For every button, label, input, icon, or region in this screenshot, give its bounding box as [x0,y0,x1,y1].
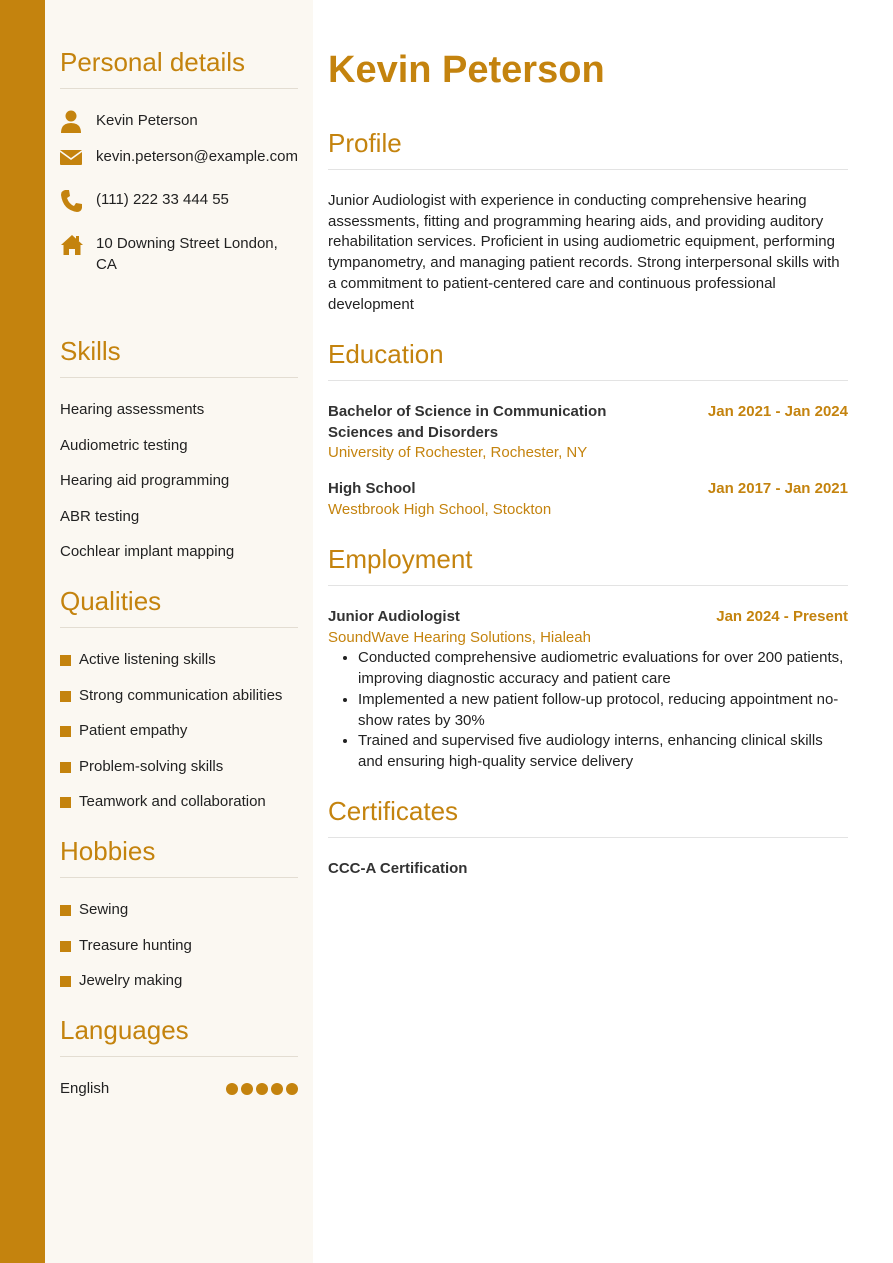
language-row [60,1079,298,1099]
person-icon [60,110,82,134]
skill-item: Audiometric testing [60,436,188,454]
quality-item [60,721,298,757]
envelope-icon [60,146,82,170]
skills-heading: Skills [60,336,298,378]
quality-label: Active listening skills [79,651,216,668]
skill-item: Hearing aid programming [60,472,230,490]
phone-icon [60,189,82,213]
languages-section [60,1015,298,1099]
certificates-section [328,796,848,880]
hobby-label: Sewing [79,901,129,918]
education-degree: High School [328,480,416,498]
sidebar [45,0,313,1263]
skills-section [60,336,298,578]
hobby-label: Jewelry making [79,972,183,990]
quality-label: Teamwork and collaboration [79,793,266,811]
profile-heading: Profile [328,128,848,170]
hobbies-section [60,836,298,1007]
job-title: Junior Audiologist [328,608,460,625]
employment-heading: Employment [328,544,848,586]
qualities-list [60,650,298,828]
certificates-heading: Certificates [328,796,848,838]
square-bullet-icon [60,655,71,666]
quality-item [60,757,298,793]
employment-entry [328,607,848,773]
education-degree: Bachelor of Science in Communication Sciences and Disorders [328,403,607,441]
job-bullet: • Implemented a new patient follow-up protocol, reducing appointment no-show rates by 30% [358,690,848,731]
square-bullet-icon [60,941,71,952]
personal-email[interactable]: kevin.peterson@example.com [96,148,298,165]
quality-item [60,686,298,722]
job-bullets [328,648,848,772]
hobby-item [60,900,298,936]
personal-details-section [60,47,298,275]
education-date: Jan 2017 - Jan 2021 [707,480,848,498]
education-heading: Education [328,339,848,381]
certificate-entry [328,859,848,880]
education-section [328,339,848,521]
profile-text: Junior Audiologist with experience in conducting comprehensive hearing assessments, fitting and programming hearing aids, and providing auditory rehabilitation services. Proficient in using audiometric equipment, performing tympanometry, and managing patient records. Strong interpersonal skills with a commitment to patient-centered care and continuous professional development [328,192,840,313]
skill-item: ABR testing [60,507,140,525]
education-school: Westbrook High School, Stockton [328,500,552,518]
job-date: Jan 2024 - Present [716,608,848,625]
personal-address-row [60,233,298,275]
education-date: Jan 2021 - Jan 2024 [707,403,848,420]
employment-section [328,544,848,773]
personal-name-row [60,110,298,131]
candidate-name: Kevin Peterson [328,49,605,91]
qualities-section [60,586,298,828]
qualities-heading: Qualities [60,586,298,628]
quality-label: Strong communication abilities [79,686,283,704]
skills-list [60,400,298,578]
language-name: English [60,1080,110,1097]
quality-item [60,650,298,686]
education-school: University of Rochester, Rochester, NY [328,444,588,462]
home-icon [60,233,82,257]
hobby-label: Treasure hunting [79,936,192,954]
skill-item: Cochlear implant mapping [60,543,235,561]
quality-item [60,792,298,828]
personal-email-row [60,146,298,167]
level-dot [286,1083,298,1095]
accent-bar [0,0,45,1263]
certificate-name: CCC-A Certification [328,860,468,877]
square-bullet-icon [60,726,71,737]
skill-item: Hearing assessments [60,401,205,418]
quality-label: Problem-solving skills [79,757,224,775]
personal-phone-row [60,189,298,210]
personal-name: Kevin Peterson [96,112,198,129]
quality-label: Patient empathy [79,722,188,740]
level-dot [226,1083,238,1095]
job-company: SoundWave Hearing Solutions, Hialeah [328,628,591,646]
square-bullet-icon [60,797,71,808]
personal-address: 10 Downing Street London, CA [96,235,278,273]
square-bullet-icon [60,762,71,773]
level-dot [271,1083,283,1095]
job-bullet: • Conducted comprehensive audiometric evaluations for over 200 patients, improving diagnostic accuracy and patient care [358,648,848,689]
language-level-dots [226,1083,298,1095]
level-dot [256,1083,268,1095]
hobby-item [60,936,298,972]
profile-section [328,128,848,315]
education-entry [328,479,848,520]
square-bullet-icon [60,976,71,987]
languages-heading: Languages [60,1015,298,1057]
hobbies-list [60,900,298,1007]
personal-details-heading: Personal details [60,47,298,89]
square-bullet-icon [60,691,71,702]
education-entry [328,402,848,464]
hobby-item [60,971,298,1007]
hobbies-heading: Hobbies [60,836,298,878]
personal-phone: (111) 222 33 444 55 [96,191,229,208]
square-bullet-icon [60,905,71,916]
job-bullet: • Trained and supervised five audiology interns, enhancing clinical skills and ensuring high-quality service delivery [358,731,848,772]
level-dot [241,1083,253,1095]
